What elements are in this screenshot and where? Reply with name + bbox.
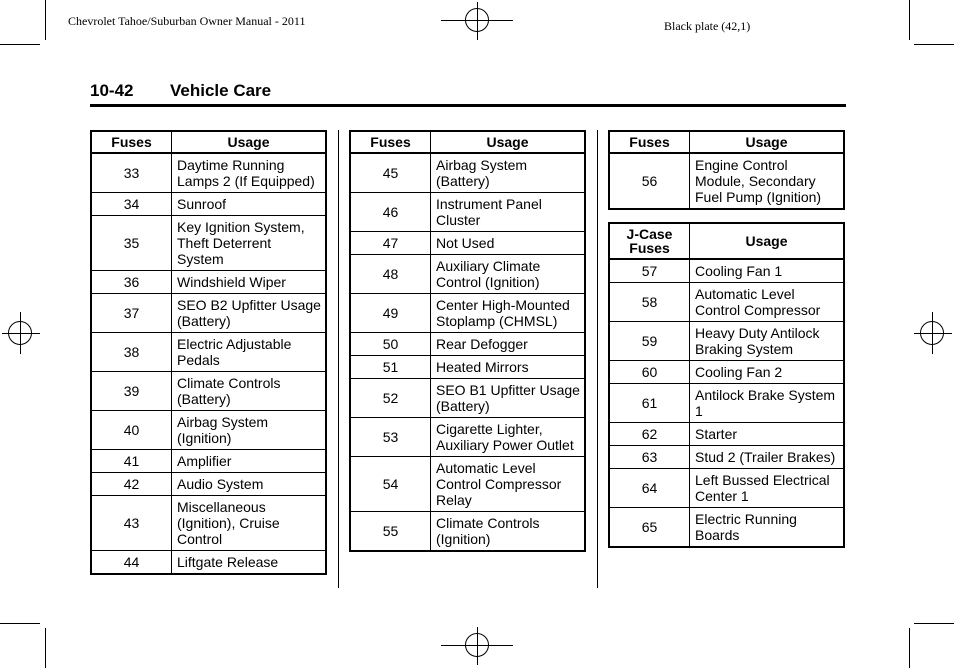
- table-row: [609, 384, 844, 423]
- fuse-number: 58: [609, 283, 690, 322]
- fuse-number: 40: [91, 411, 172, 450]
- fuse-number: 61: [609, 384, 690, 423]
- fuse-usage: Electric Running Boards: [690, 508, 845, 548]
- table-row: [609, 322, 844, 361]
- table-header-row: [91, 131, 326, 153]
- fuse-table-1: [90, 130, 327, 575]
- fuse-number: 46: [350, 193, 431, 232]
- fuse-number: 38: [91, 333, 172, 372]
- fuse-number: 42: [91, 473, 172, 496]
- table-header-row: [350, 131, 585, 153]
- fuse-usage: Audio System: [172, 473, 327, 496]
- column-header-usage: Usage: [172, 131, 327, 153]
- fuse-number: 63: [609, 446, 690, 469]
- fuse-number: 62: [609, 423, 690, 446]
- table-row: [91, 153, 326, 193]
- table-row: [350, 457, 585, 512]
- fuse-usage: Climate Controls (Battery): [172, 372, 327, 411]
- fuse-usage: Miscellaneous (Ignition), Cruise Control: [172, 496, 327, 551]
- fuse-number: 44: [91, 551, 172, 575]
- fuse-usage: Not Used: [431, 232, 586, 255]
- fuse-number: 60: [609, 361, 690, 384]
- crop-mark: [914, 44, 954, 45]
- fuse-usage: Key Ignition System, Theft Deterrent System: [172, 216, 327, 271]
- table-row: [350, 512, 585, 552]
- fuse-usage: Antilock Brake System 1: [690, 384, 845, 423]
- table-row: [609, 361, 844, 384]
- fuse-usage: Center High-Mounted Stoplamp (CHMSL): [431, 294, 586, 333]
- fuse-usage: Cooling Fan 2: [690, 361, 845, 384]
- table-row: [91, 411, 326, 450]
- jcase-fuse-table: [608, 222, 845, 548]
- fuse-number: 51: [350, 356, 431, 379]
- table-row: [609, 446, 844, 469]
- page-number: 10-42: [90, 81, 134, 100]
- crop-mark: [45, 0, 46, 40]
- fuse-table-2: [349, 130, 586, 552]
- column-divider: [597, 130, 598, 588]
- table-row: [91, 193, 326, 216]
- table-row: [350, 333, 585, 356]
- table-row: [350, 232, 585, 255]
- fuse-number: 57: [609, 259, 690, 283]
- fuse-number: 54: [350, 457, 431, 512]
- table-row: [91, 473, 326, 496]
- column-divider: [338, 130, 339, 588]
- table-row: [609, 508, 844, 548]
- fuse-usage: Engine Control Module, Secondary Fuel Pump (Ignition): [690, 153, 845, 209]
- fuse-number: 50: [350, 333, 431, 356]
- fuse-table-3: [608, 130, 845, 210]
- fuse-number: 45: [350, 153, 431, 193]
- table-row: [91, 450, 326, 473]
- fuse-number: 36: [91, 271, 172, 294]
- crop-mark: [0, 623, 40, 624]
- crop-mark: [909, 0, 910, 40]
- fuse-usage: Amplifier: [172, 450, 327, 473]
- table-row: [91, 216, 326, 271]
- table-header-row: [609, 131, 844, 153]
- fuse-usage: Airbag System (Ignition): [172, 411, 327, 450]
- fuse-number: 35: [91, 216, 172, 271]
- table-row: [91, 496, 326, 551]
- fuse-usage: Windshield Wiper: [172, 271, 327, 294]
- table-row: [609, 259, 844, 283]
- table-row: [609, 153, 844, 209]
- fuse-usage: Rear Defogger: [431, 333, 586, 356]
- table-header-row: [609, 223, 844, 259]
- table-row: [609, 469, 844, 508]
- table-row: [91, 551, 326, 575]
- fuse-number: 37: [91, 294, 172, 333]
- table-row: [350, 193, 585, 232]
- fuse-usage: Left Bussed Electrical Center 1: [690, 469, 845, 508]
- fuse-number: 59: [609, 322, 690, 361]
- fuse-usage: Cigarette Lighter, Auxiliary Power Outlet: [431, 418, 586, 457]
- table-row: [609, 283, 844, 322]
- fuse-number: 47: [350, 232, 431, 255]
- fuse-usage: Starter: [690, 423, 845, 446]
- table-row: [350, 153, 585, 193]
- column-header-usage: Usage: [690, 131, 845, 153]
- fuse-usage: Cooling Fan 1: [690, 259, 845, 283]
- column-header-fuses: J-Case Fuses: [609, 223, 690, 259]
- table-row: [91, 372, 326, 411]
- column-header-usage: Usage: [690, 223, 845, 259]
- fuse-usage: Automatic Level Control Compressor: [690, 283, 845, 322]
- fuse-usage: Climate Controls (Ignition): [431, 512, 586, 552]
- fuse-number: 33: [91, 153, 172, 193]
- fuse-usage: Liftgate Release: [172, 551, 327, 575]
- fuse-usage: Heated Mirrors: [431, 356, 586, 379]
- fuse-usage: SEO B1 Upfitter Usage (Battery): [431, 379, 586, 418]
- table-row: [350, 379, 585, 418]
- table-row: [350, 255, 585, 294]
- column-header-fuses: Fuses: [609, 131, 690, 153]
- fuse-number: 55: [350, 512, 431, 552]
- fuse-usage: Daytime Running Lamps 2 (If Equipped): [172, 153, 327, 193]
- table-row: [350, 356, 585, 379]
- fuse-usage: Airbag System (Battery): [431, 153, 586, 193]
- crop-mark: [45, 628, 46, 668]
- fuse-usage: Sunroof: [172, 193, 327, 216]
- manual-title: Chevrolet Tahoe/Suburban Owner Manual - 2011: [68, 14, 306, 28]
- table-row: [609, 423, 844, 446]
- section-title: Vehicle Care: [170, 81, 272, 100]
- fuse-number: 41: [91, 450, 172, 473]
- fuse-number: 43: [91, 496, 172, 551]
- fuse-number: 34: [91, 193, 172, 216]
- fuse-usage: Auxiliary Climate Control (Ignition): [431, 255, 586, 294]
- fuse-usage: SEO B2 Upfitter Usage (Battery): [172, 294, 327, 333]
- fuse-number: 39: [91, 372, 172, 411]
- fuse-number: 48: [350, 255, 431, 294]
- plate-label: Black plate (42,1): [664, 19, 751, 33]
- fuse-usage: Instrument Panel Cluster: [431, 193, 586, 232]
- fuse-number: 56: [609, 153, 690, 209]
- crop-mark: [909, 628, 910, 668]
- page-heading: [90, 81, 846, 107]
- table-row: [350, 294, 585, 333]
- fuse-usage: Heavy Duty Antilock Braking System: [690, 322, 845, 361]
- fuse-number: 49: [350, 294, 431, 333]
- table-row: [91, 271, 326, 294]
- fuse-number: 65: [609, 508, 690, 548]
- table-row: [91, 294, 326, 333]
- fuse-usage: Automatic Level Control Compressor Relay: [431, 457, 586, 512]
- column-header-fuses: Fuses: [91, 131, 172, 153]
- column-header-usage: Usage: [431, 131, 586, 153]
- fuse-usage: Electric Adjustable Pedals: [172, 333, 327, 372]
- fuse-number: 52: [350, 379, 431, 418]
- fuse-number: 64: [609, 469, 690, 508]
- crop-mark: [914, 623, 954, 624]
- fuse-usage: Stud 2 (Trailer Brakes): [690, 446, 845, 469]
- crop-mark: [0, 44, 40, 45]
- table-row: [350, 418, 585, 457]
- fuse-number: 53: [350, 418, 431, 457]
- column-header-fuses: Fuses: [350, 131, 431, 153]
- table-row: [91, 333, 326, 372]
